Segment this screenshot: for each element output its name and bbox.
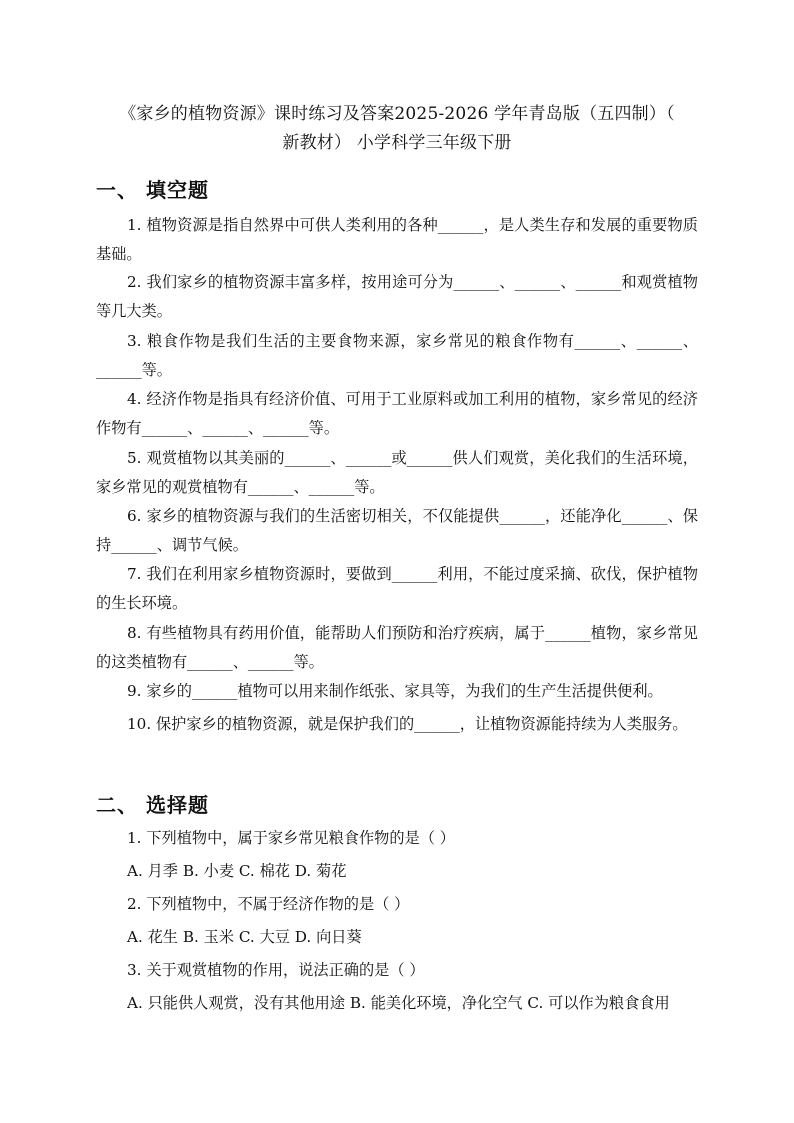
choice-question-3-stem: 3. 关于观赏植物的作用，说法正确的是（ ） <box>127 961 425 979</box>
fill-question-9: 9. 家乡的______植物可以用来制作纸张、家具等，为我们的生产生活提供便利。 <box>127 682 663 700</box>
fill-question-10: 10. 保护家乡的植物资源，就是保护我们的______，让植物资源能持续为人类服务。 <box>127 715 688 733</box>
choice-question-1-stem: 1. 下列植物中，属于家乡常见粮食作物的是（ ） <box>127 829 455 847</box>
section-heading-fill-blank: 一、 填空题 <box>96 178 209 202</box>
title-line-2: 新教材） 小学科学三年级下册 <box>282 133 512 153</box>
fill-question-1: 1. 植物资源是指自然界中可供人类利用的各种______，是人类生存和发展的重要物质基础。 <box>96 216 698 263</box>
fill-question-5: 5. 观赏植物以其美丽的______、______或______供人们观赏，美化我们的生活环境，家乡常见的观赏植物有______、______等。 <box>96 449 698 496</box>
fill-question-6: 6. 家乡的植物资源与我们的生活密切相关，不仅能提供______，还能净化______、保持______、调节气候。 <box>96 507 698 554</box>
fill-question-7: 7. 我们在利用家乡植物资源时，要做到______利用，不能过度采摘、砍伐，保护植物的生长环境。 <box>96 565 698 612</box>
title-line-1: 《家乡的植物资源》课时练习及答案2025-2026 学年青岛版（五四制）（ <box>119 104 675 124</box>
fill-question-8: 8. 有些植物具有药用价值，能帮助人们预防和治疗疾病，属于______植物，家乡常见的这类植物有______、______等。 <box>96 624 698 671</box>
document-title <box>96 100 698 158</box>
choice-question-2-options: A. 花生 B. 玉米 C. 大豆 D. 向日葵 <box>127 928 362 946</box>
choice-question-3-options: A. 只能供人观赏，没有其他用途 B. 能美化环境，净化空气 C. 可以作为粮食食用 <box>127 994 670 1012</box>
section-heading-choice: 二、 选择题 <box>96 793 209 817</box>
fill-question-3: 3. 粮食作物是我们生活的主要食物来源，家乡常见的粮食作物有______、______、______等。 <box>96 332 698 379</box>
fill-question-4: 4. 经济作物是指具有经济价值、可用于工业原料或加工利用的植物，家乡常见的经济作物有______、______、______等。 <box>96 390 698 437</box>
fill-question-2: 2. 我们家乡的植物资源丰富多样，按用途可分为______、______、______和观赏植物等几大类。 <box>96 273 698 320</box>
choice-question-2-stem: 2. 下列植物中，不属于经济作物的是（ ） <box>127 895 410 913</box>
choice-question-1-options: A. 月季 B. 小麦 C. 棉花 D. 菊花 <box>127 862 347 880</box>
